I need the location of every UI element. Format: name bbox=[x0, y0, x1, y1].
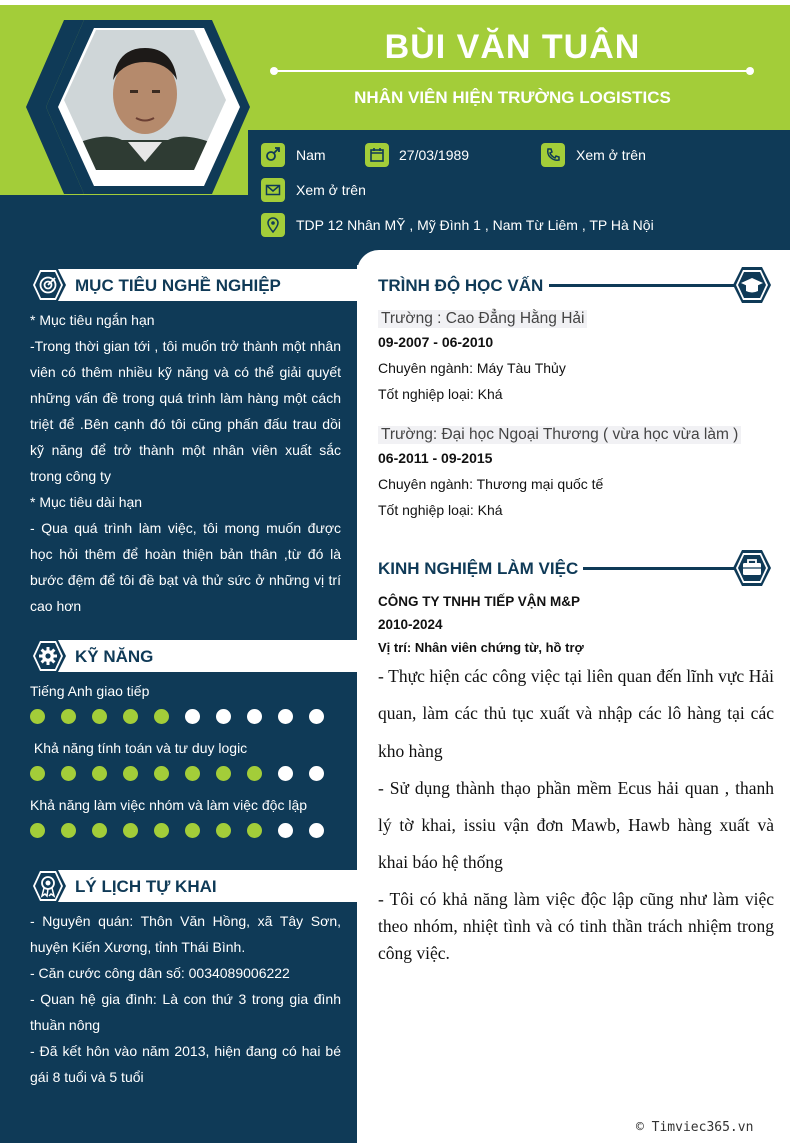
award-icon bbox=[29, 867, 67, 905]
education-period: 09-2007 - 06-2010 bbox=[378, 334, 494, 350]
title-divider bbox=[272, 70, 752, 72]
rating-dot-empty bbox=[278, 766, 293, 781]
rating-dot-empty bbox=[309, 823, 324, 838]
rating-dot-filled bbox=[123, 709, 138, 724]
skill-label: Khả năng làm việc nhóm và làm việc độc lập bbox=[30, 797, 308, 813]
bio-item: - Quan hệ gia đình: Là con thứ 3 trong gia đình thuần nông bbox=[30, 991, 341, 1033]
rating-dot-empty bbox=[278, 823, 293, 838]
bio-item: - Căn cước công dân số: 0034089006222 bbox=[30, 965, 290, 981]
experience-divider bbox=[583, 567, 739, 570]
rating-dot-filled bbox=[154, 766, 169, 781]
rating-dot-filled bbox=[154, 823, 169, 838]
rating-dot-empty bbox=[278, 709, 293, 724]
footer-credit: © Timviec365.vn bbox=[636, 1120, 754, 1135]
rating-dot-empty bbox=[309, 709, 324, 724]
rating-dot-filled bbox=[216, 823, 231, 838]
skill-rating bbox=[30, 823, 330, 839]
experience-title: KINH NGHIỆM LÀM VIỆC bbox=[378, 559, 579, 578]
school-name: Trường : Cao Đẳng Hằng Hải bbox=[378, 310, 587, 328]
bio-item: - Đã kết hôn vào năm 2013, hiện đang có hai bé gái 8 tuổi và 5 tuổi bbox=[30, 1043, 341, 1085]
gear-icon bbox=[29, 637, 67, 675]
rating-dot-filled bbox=[185, 823, 200, 838]
experience-position: Vị trí: Nhân viên chứng từ, hồ trợ bbox=[378, 640, 584, 655]
rating-dot-empty bbox=[247, 709, 262, 724]
experience-entry bbox=[378, 594, 774, 967]
phone-icon bbox=[541, 143, 565, 167]
location-icon bbox=[261, 213, 285, 237]
education-grade: Tốt nghiệp loại: Khá bbox=[378, 502, 503, 518]
education-divider bbox=[549, 284, 739, 287]
rating-dot-filled bbox=[61, 823, 76, 838]
short-term-label: * Mục tiêu ngắn hạn bbox=[30, 312, 155, 328]
education-period: 06-2011 - 09-2015 bbox=[378, 450, 493, 466]
rating-dot-filled bbox=[61, 709, 76, 724]
gender-value: Nam bbox=[296, 147, 326, 163]
education-major: Chuyên ngành: Máy Tàu Thủy bbox=[378, 360, 566, 376]
birthdate-value: 27/03/1989 bbox=[399, 147, 470, 163]
education-grade: Tốt nghiệp loại: Khá bbox=[378, 386, 503, 402]
briefcase-icon bbox=[732, 549, 772, 587]
phone-value: Xem ở trên bbox=[576, 147, 646, 163]
rating-dot-filled bbox=[247, 823, 262, 838]
education-entry bbox=[378, 310, 587, 402]
objective-section bbox=[30, 307, 341, 619]
skill-label: Tiếng Anh giao tiếp bbox=[30, 683, 150, 699]
job-title: NHÂN VIÊN HIỆN TRƯỜNG LOGISTICS bbox=[354, 88, 671, 107]
long-term-text: - Qua quá trình làm việc, tôi mong muốn được học hỏi thêm để hoàn thiện bản thân ,từ đó là bước đệm để tôi đề bạt và thử sức ở những vị trí cao hơn bbox=[30, 520, 341, 614]
rating-dot-filled bbox=[185, 766, 200, 781]
bio-section bbox=[30, 908, 341, 1090]
mail-icon bbox=[261, 178, 285, 202]
bio-item: - Nguyên quán: Thôn Văn Hồng, xã Tây Sơn, huyện Kiến Xương, tỉnh Thái Bình. bbox=[30, 913, 341, 955]
rating-dot-filled bbox=[123, 823, 138, 838]
long-term-label: * Mục tiêu dài hạn bbox=[30, 494, 143, 510]
education-major: Chuyên ngành: Thương mại quốc tế bbox=[378, 476, 604, 492]
avatar bbox=[62, 30, 228, 170]
rating-dot-filled bbox=[92, 823, 107, 838]
rating-dot-filled bbox=[92, 766, 107, 781]
email-value: Xem ở trên bbox=[296, 182, 366, 198]
skill-rating bbox=[30, 709, 330, 725]
candidate-name: BÙI VĂN TUÂN bbox=[384, 28, 641, 66]
objective-title: MỤC TIÊU NGHỀ NGHIỆP bbox=[75, 276, 281, 295]
duty-item: - Tôi có khả năng làm việc độc lập cũng như làm việc theo nhóm, nhiệt tình và có tinh thần trách nhiệm trong công việc. bbox=[378, 888, 774, 963]
target-icon bbox=[29, 266, 67, 304]
education-entry bbox=[378, 426, 741, 518]
rating-dot-filled bbox=[92, 709, 107, 724]
rating-dot-filled bbox=[30, 766, 45, 781]
school-name: Trường: Đại học Ngoại Thương ( vừa học vừa làm ) bbox=[378, 426, 741, 444]
calendar-icon bbox=[365, 143, 389, 167]
skill-rating bbox=[30, 766, 330, 782]
rating-dot-filled bbox=[216, 766, 231, 781]
experience-period: 2010-2024 bbox=[378, 617, 443, 632]
duty-item: - Thực hiện các công việc tại liên quan đến lĩnh vực Hải quan, làm các thủ tục xuất và nhập các lô hàng tại các kho hàng bbox=[378, 666, 774, 761]
skill-label: Khả năng tính toán và tư duy logic bbox=[30, 740, 248, 756]
bio-title: LÝ LỊCH TỰ KHAI bbox=[75, 877, 217, 896]
company-name: CÔNG TY TNHH TIẾP VẬN M&P bbox=[378, 594, 581, 609]
rating-dot-filled bbox=[30, 823, 45, 838]
duty-item: - Sử dụng thành thạo phần mềm Ecus hải quan , thanh lý tờ khai, issiu vận đơn Mawb, Hawb hàng xuất và khai báo hệ thống bbox=[378, 777, 774, 873]
rating-dot-empty bbox=[309, 766, 324, 781]
rating-dot-filled bbox=[123, 766, 138, 781]
rating-dot-empty bbox=[185, 709, 200, 724]
short-term-text: -Trong thời gian tới , tôi muốn trở thành một nhân viên có thêm nhiều kỹ năng và có thể giải quyết những vấn đề trong quá trình làm hàng một cách triệt để .Bên cạnh đó tôi cũng phấn đấu trau dồi kỹ năng để trở thành một nhân viên xuất sắc trong công ty bbox=[30, 338, 341, 484]
skills-title: KỸ NĂNG bbox=[75, 647, 154, 666]
education-title: TRÌNH ĐỘ HỌC VẤN bbox=[378, 276, 544, 295]
rating-dot-empty bbox=[216, 709, 231, 724]
rating-dot-filled bbox=[30, 709, 45, 724]
rating-dot-filled bbox=[154, 709, 169, 724]
rating-dot-filled bbox=[61, 766, 76, 781]
address-value: TDP 12 Nhân MỸ , Mỹ Đình 1 , Nam Từ Liêm , TP Hà Nội bbox=[296, 217, 654, 233]
rating-dot-filled bbox=[247, 766, 262, 781]
gender-icon bbox=[261, 143, 285, 167]
graduation-cap-icon bbox=[732, 266, 772, 304]
